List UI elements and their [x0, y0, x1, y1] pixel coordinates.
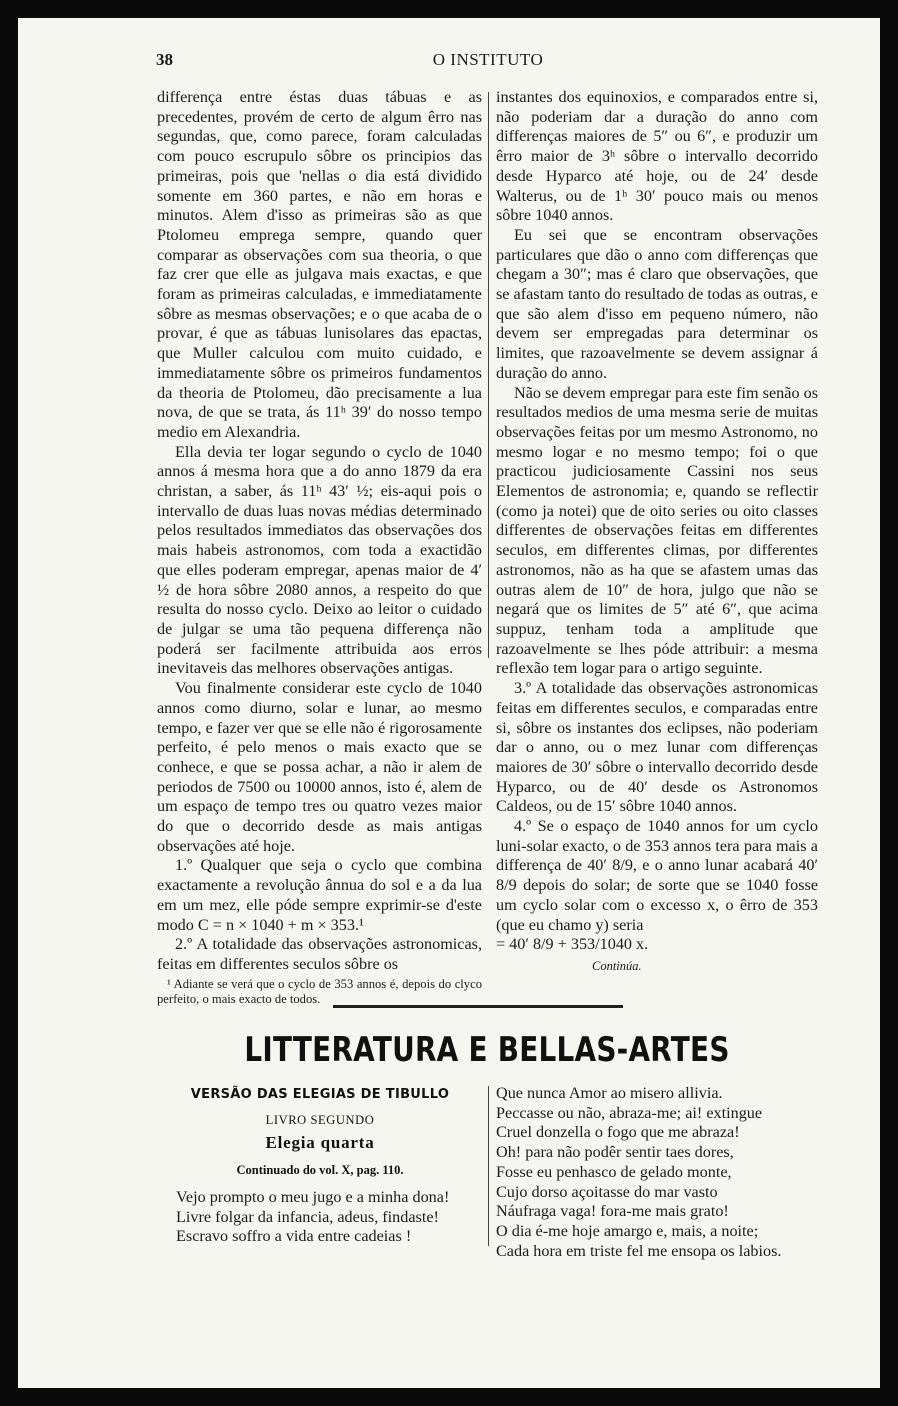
- verse-line: Náufraga vaga! fora-me mais grato!: [496, 1202, 729, 1221]
- verse-line: Livre folgar da infancia, adeus, findaste!: [176, 1207, 439, 1226]
- paragraph: 1.º Qualquer que seja o cyclo que combina exactamente a revolução ânnua do sol e a da lua em um mez, elle póde sempre exprimir-se d'este modo C = n × 1040 + m × 353.¹: [157, 856, 482, 934]
- verse-line: Peccasse ou não, abraza-me; ai! extingue: [496, 1103, 763, 1122]
- book-label: LIVRO SEGUNDO: [265, 1113, 375, 1127]
- poem-title: VERSÃO DAS ELEGIAS DE TIBULLO: [190, 1087, 450, 1102]
- continued-note: Continuado do vol. X, pag. 110.: [236, 1163, 404, 1177]
- verses-right: [496, 1084, 781, 1261]
- continua-note: Continúa.: [592, 958, 642, 973]
- verses-left: [176, 1188, 449, 1247]
- paragraph: Ella devia ter logar segundo o cyclo de 1040 annos á mesma hora que a do anno 1879 da era christan, a saber, ás 11ʰ 43′ ½; eis-aqui pois o intervallo de duas luas novas médias determinado pelos resultados immediatos das observações dos mais habeis astronomos, com toda a exactidão que elles poderam empregar, apenas maior de 4′ ½ de hora sôbre 2080 annos, a respeito do que resulta do nosso cyclo. Deixo ao leitor o cuidado de julgar se uma tão pequena differença não poderá ser facilmente attribuida aos erros inevitaveis das melhores observações antigas.: [157, 442, 482, 678]
- footnote-text: ¹ Adiante se verá que o cyclo de 353 annos é, depois do clyco perfeito, o mais exacto de todos.: [157, 976, 482, 1007]
- elegy-label: Elegia quarta: [265, 1133, 375, 1152]
- verse-line: Fosse eu penhasco de gelado monte,: [496, 1162, 732, 1181]
- paragraph: Não se devem empregar para este fim senão os resultados medios de uma mesma serie de muitas observações feitas por um mesmo Astronomo, no mesmo logar e no mesmo tempo; foi o que practicou judiciosamente Cassini nos seus Elementos de astronomia; e, quando se reflectir (como ja notei) que de oito series ou oito classes differentes de observações feitas em differentes seculos, em differentes climas, por differentes astronomos, não as ha que se afastem umas das outras alem de 10″ de hora, julgo que não se negará que os limites de 5″ até 6″, que acima suppuz, tenham toda a amplitude que razoavelmente se lhes póde attribuir: a mesma reflexão tem logar para o artigo seguinte.: [496, 383, 818, 678]
- paragraph: 2.º A totalidade das observações astronomicas, feitas em differentes seculos sôbre os: [157, 935, 482, 973]
- paragraph: instantes dos equinoxios, e comparados entre si, não poderiam dar a duração do anno com differenças maiores de 5″ ou 6″, e produzir um êrro maior de 3ʰ sôbre o intervallo decorrido desde Hyparco até hoje, ou de 24′ desde Walterus, ou de 1ʰ 30′ pouco mais ou menos sôbre 1040 annos.: [496, 88, 818, 225]
- section-title: LITTERATURA E BELLAS-ARTES: [244, 1030, 730, 1070]
- column-rule: [488, 1086, 489, 1246]
- verse-line: O dia é-me hoje amargo e, mais, a noite;: [496, 1221, 759, 1240]
- verse-line: Que nunca Amor ao misero allivia.: [496, 1084, 723, 1102]
- verse-line: Cada hora em triste fel me ensopa os labios.: [496, 1241, 782, 1260]
- column-rule: [488, 92, 489, 658]
- verse-line: Oh! para não podêr sentir taes dores,: [496, 1143, 734, 1162]
- formula: = 40′ 8/9 + 353/1040 x.: [496, 935, 649, 954]
- paragraph: 4.º Se o espaço de 1040 annos for um cyclo luni-solar exacto, o de 353 annos tera para mais a differença de 40′ 8/9, e o anno lunar acabará 40′ 8/9 depois do solar; de sorte que se 1040 fosse um cyclo solar com o excesso x, o êrro de 353 (que eu chamo y) seria: [496, 817, 818, 934]
- right-column: [496, 88, 818, 977]
- paragraph: Eu sei que se encontram observações particulares que dão o anno com differenças que chegam a 30″; mas é claro que observações, que se afastam tanto do resultado de todas as outras, e que são alem d'isso em pequeno número, não devem ser empregadas para determinar os limites, que razoavelmente se devem assignar á duração do anno.: [496, 225, 818, 382]
- paragraph: 3.º A totalidade das observações astronomicas feitas em differentes seculos, e comparadas entre si, sôbre os instantes dos eclipses, não poderiam dar o anno, ou o mez lunar com differenças maiores de 30′ sôbre o intervallo decorrido desde Hyparco, ou de 40′ desde os Astronomos Caldeos, ou de 15′ sôbre 1040 annos.: [496, 679, 818, 816]
- journal-title: O INSTITUTO: [432, 50, 544, 69]
- verse-line: Cruel donzella o fogo que me abraza!: [496, 1123, 740, 1142]
- verse-line: Vejo prompto o meu jugo e a minha dona!: [176, 1188, 450, 1206]
- left-column: [157, 88, 482, 1008]
- page-number: 38: [156, 50, 173, 69]
- paragraph: Vou finalmente considerar este cyclo de 1040 annos como diurno, solar e lunar, ao mesmo tempo, e fazer ver que se elle não é rigorosamente perfeito, é pelo menos o mais exacto que se conhece, e que se possa achar, a não ir alem de periodos de 7500 ou 10000 annos, isto é, alem de um espaço de tempo tres ou quatro vezes maior do que o decorrido desde as mais antigas observações até hoje.: [157, 679, 482, 855]
- verse-line: Cujo dorso açoitasse do mar vasto: [496, 1182, 718, 1201]
- verse-line: Escravo soffro a vida entre cadeias !: [176, 1227, 412, 1246]
- footnote: [157, 977, 482, 1008]
- paragraph: differença entre éstas duas tábuas e as precedentes, provém de certo de algum êrro nas segundas, que, como parece, foram calculadas com pouco escrupulo sôbre os principios das primeiras, pois que 'nellas o dia está dividido somente em 360 partes, e não em horas e minutos. Alem d'isso as primeiras são as que Ptolomeu emprega sempre, quando quer comparar as observações com sua theoria, o que faz crer que elle as julgava mais exactas, e que foram as primeiras calculadas, e immediatamente sôbre as mesmas observações; e o que acaba de o provar, é que as tábuas lunisolares das epactas, que Muller calculou com muito cuidado, e immediatamente sôbre os primeiros fundamentos da theoria de Ptolomeu, dão precisamente a lua nova, de que se trata, ás 11ʰ 39′ do nosso tempo medio em Alexandria.: [157, 88, 482, 441]
- section-separator: [333, 1005, 623, 1008]
- running-header: [156, 50, 820, 72]
